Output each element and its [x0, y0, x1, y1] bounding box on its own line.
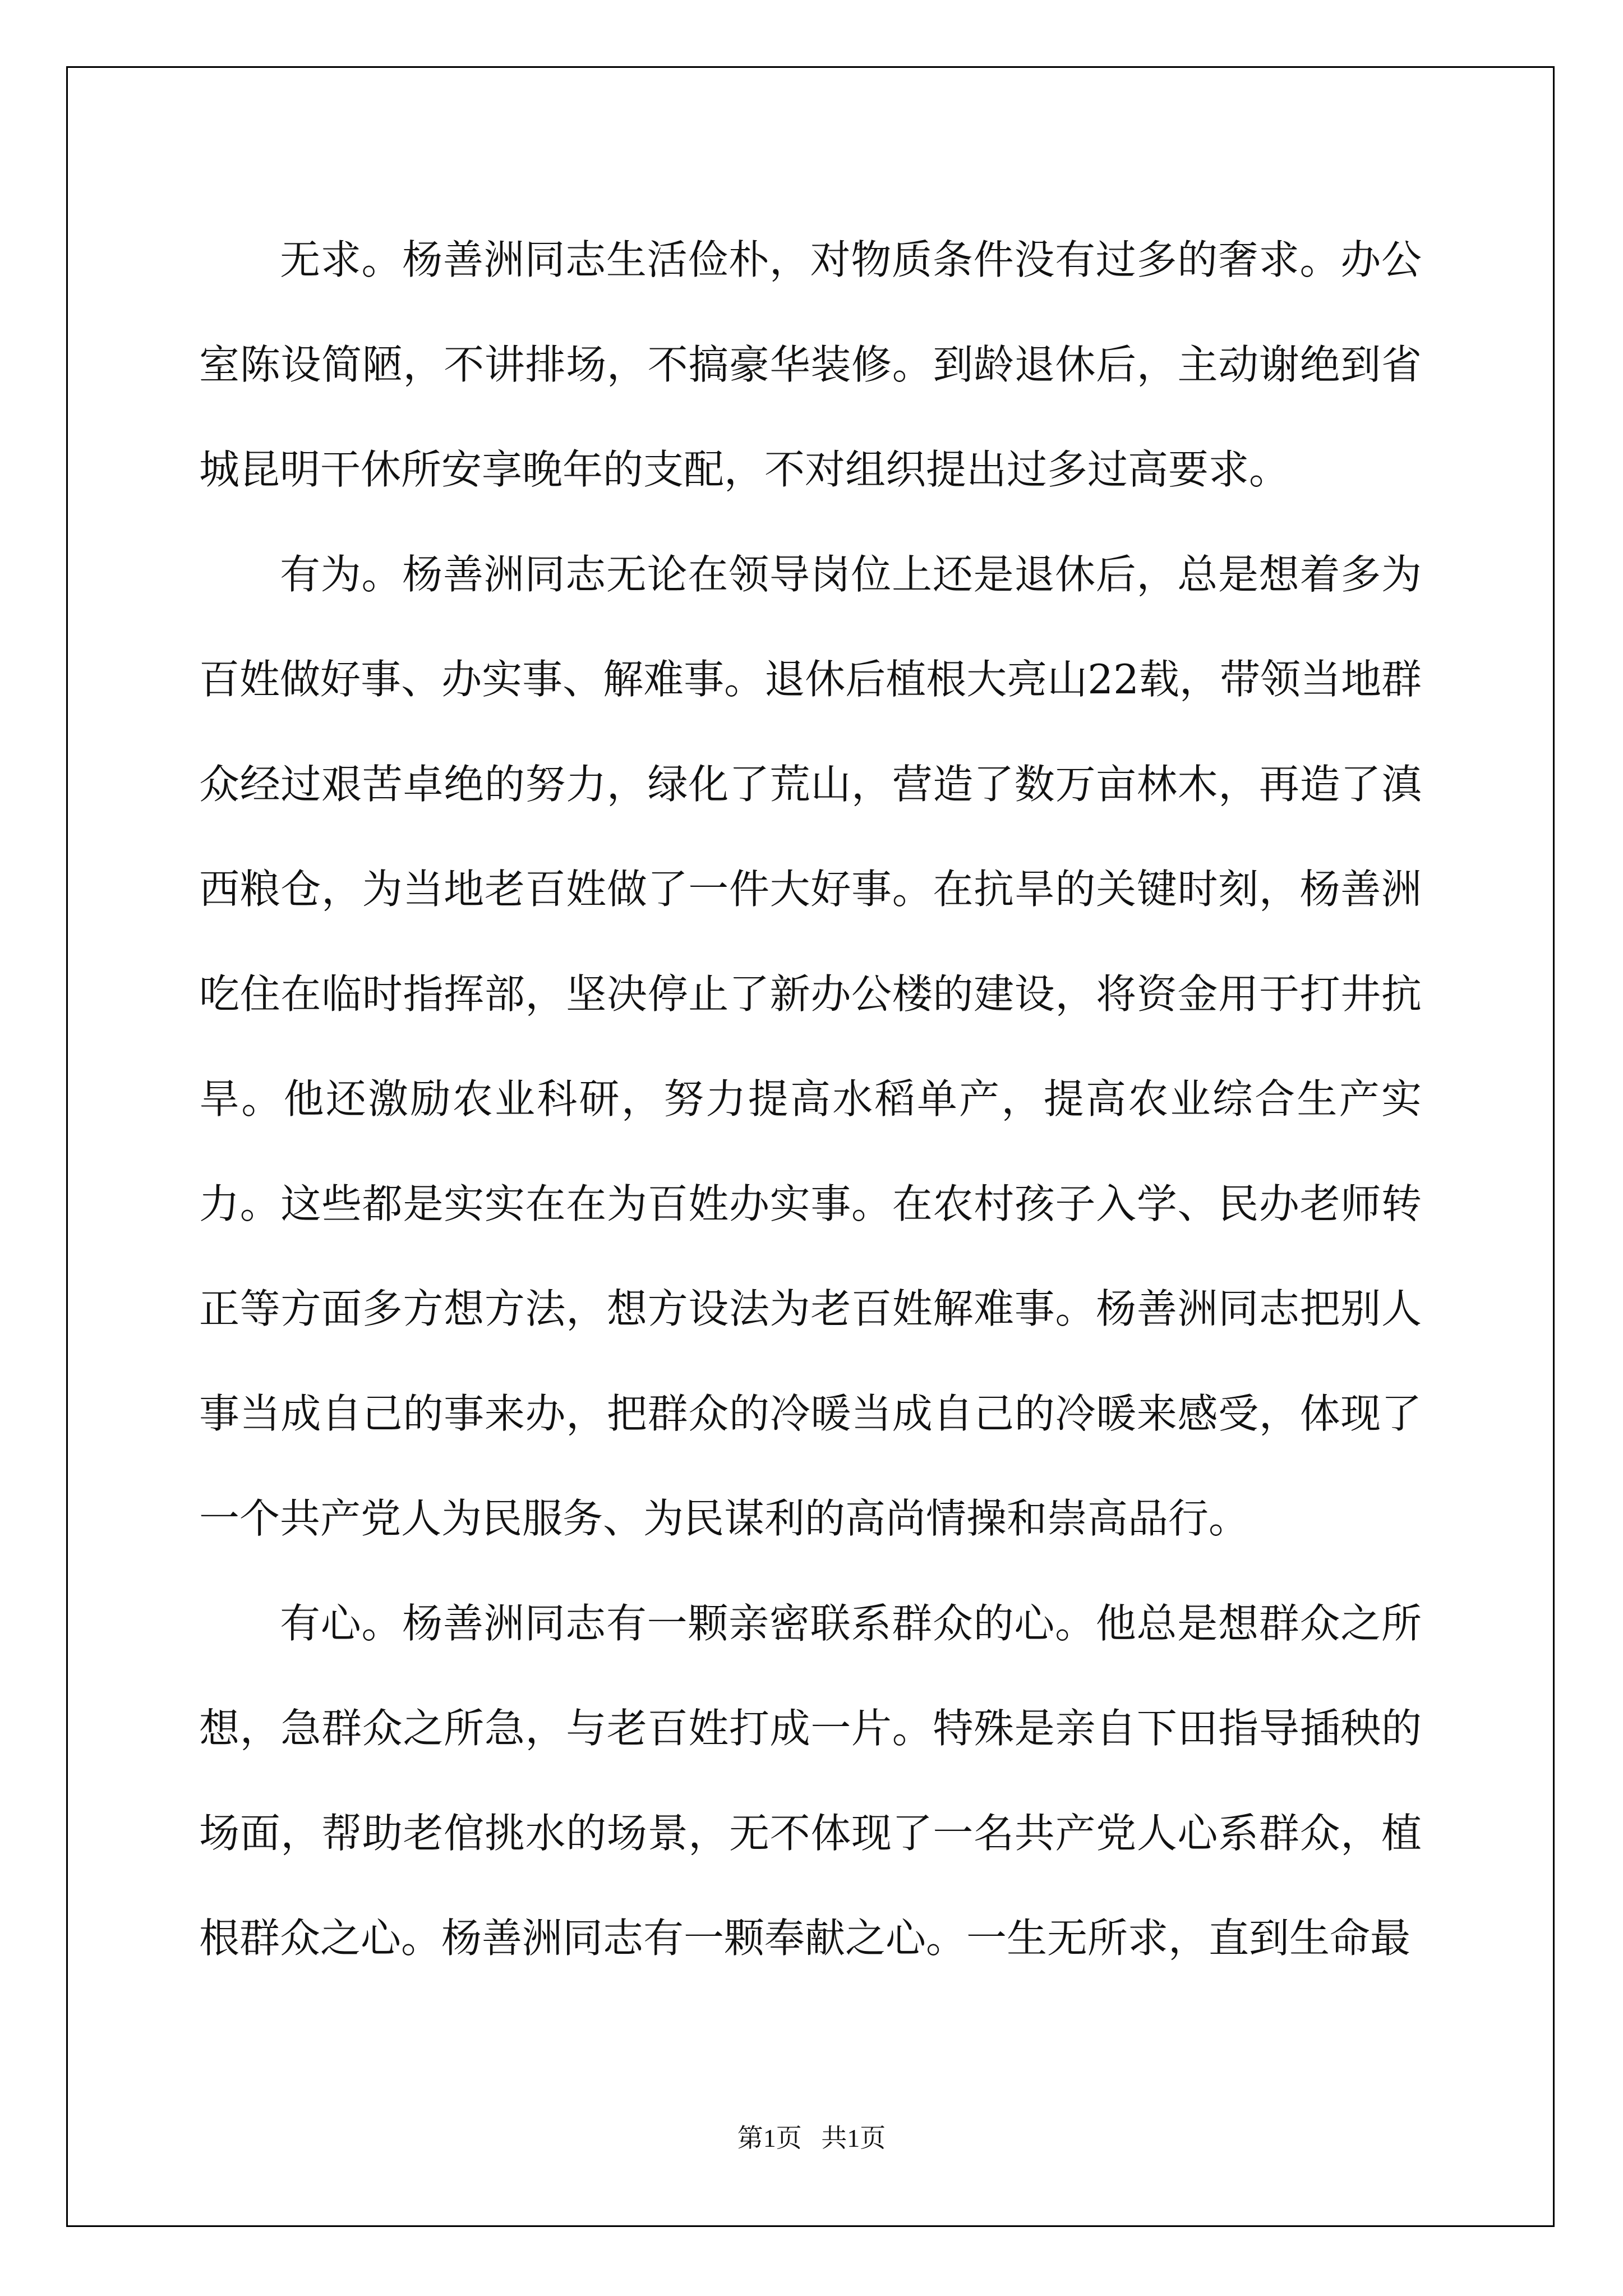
paragraph-wuqiu: 无求。杨善洲同志生活俭朴，对物质条件没有过多的奢求。办公室陈设简陋，不讲排场，不搞豪华装修。到龄退休后，主动谢绝到省城昆明干休所安享晚年的支配，不对组织提出过多过高要求。 — [199, 236, 1422, 493]
paragraph-youxin: 有心。杨善洲同志有一颗亲密联系群众的心。他总是想群众之所想，急群众之所急，与老百姓打成一片。特殊是亲自下田指导插秧的场面，帮助老倌挑水的场景，无不体现了一名共产党人心系群众，植根群众之心。杨善洲同志有一颗奉献之心。一生无所求，直到生命最 — [199, 1600, 1422, 1962]
page-footer: 第1页 共1页 — [737, 2124, 886, 2152]
document-body — [199, 208, 1422, 1991]
paragraph-youwei: 有为。杨善洲同志无论在领导岗位上还是退休后，总是想着多为百姓做好事、办实事、解难事。退休后植根大亮山22载，带领当地群众经过艰苦卓绝的努力，绿化了荒山，营造了数万亩林木，再造了滇西粮仓，为当地老百姓做了一件大好事。在抗旱的关键时刻，杨善洲吃住在临时指挥部，坚决停止了新办公楼的建设，将资金用于打井抗旱。他还激励农业科研，努力提高水稻单产，提高农业综合生产实力。这些都是实实在在为百姓办实事。在农村孩子入学、民办老师转正等方面多方想方法，想方设法为老百姓解难事。杨善洲同志把别人事当成自己的事来办，把群众的冷暖当成自己的冷暖来感受，体现了一个共产党人为民服务、为民谋利的高尚情操和崇高品行。 — [199, 551, 1422, 1542]
